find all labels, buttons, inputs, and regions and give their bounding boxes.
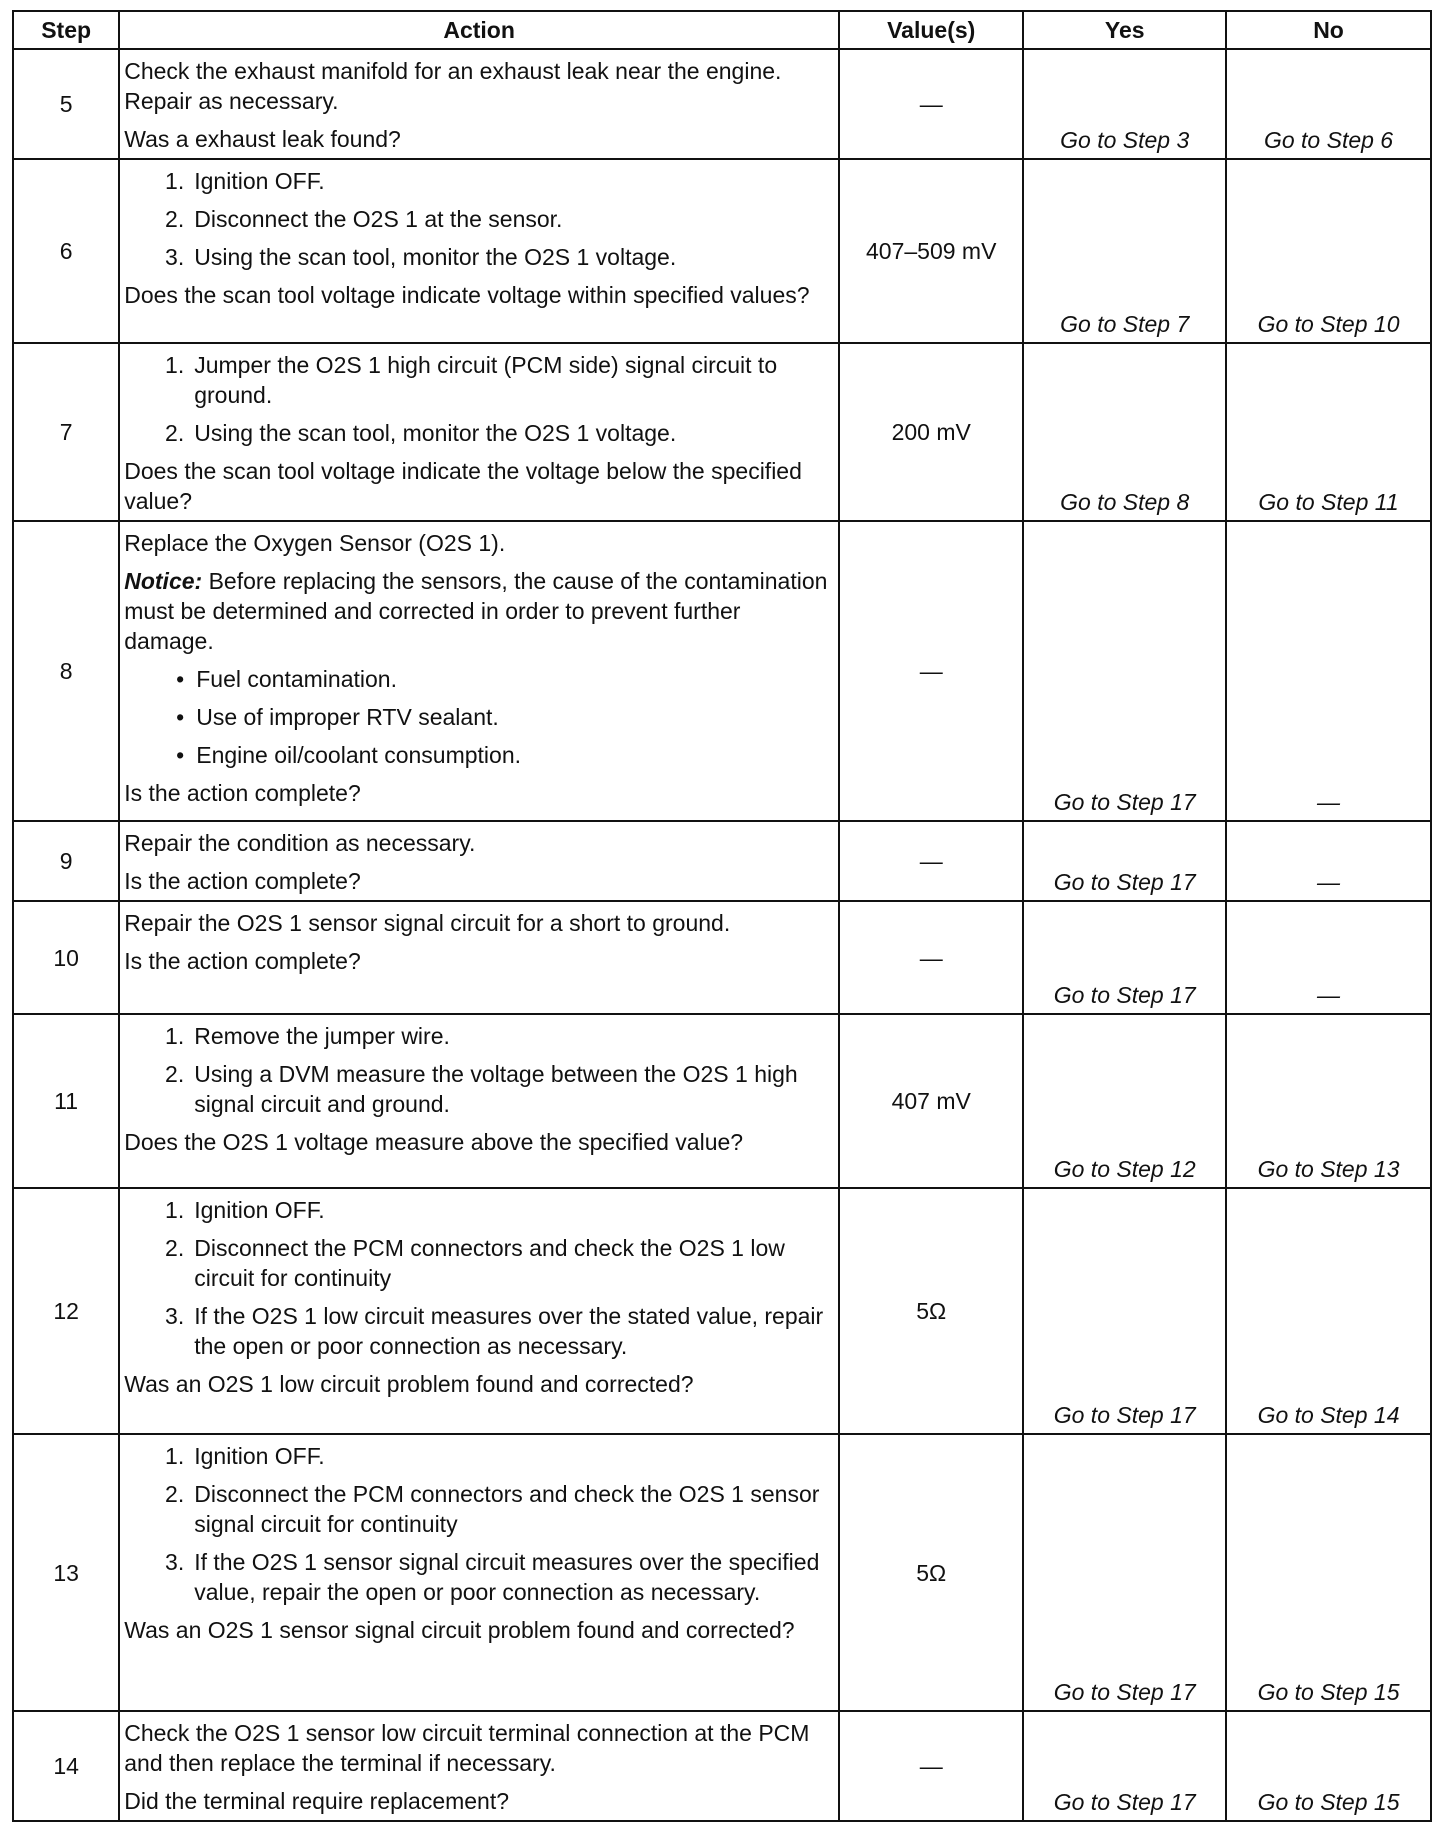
numbered-item: 2. Disconnect the PCM connectors and check the O2S 1 sensor signal circuit for continuity <box>165 1481 820 1537</box>
step-number: 9 <box>13 821 119 901</box>
numbered-item: 1. Ignition OFF. <box>165 1443 325 1469</box>
value-cell: 5Ω <box>839 1434 1023 1711</box>
numbered-item: 1. Jumper the O2S 1 high circuit (PCM side) signal circuit to ground. <box>165 352 778 408</box>
no-cell: Go to Step 10 <box>1226 159 1431 343</box>
action-text: Replace the Oxygen Sensor (O2S 1). <box>124 530 506 556</box>
action-cell <box>119 159 839 343</box>
table-row <box>13 521 1431 821</box>
action-text: Repair the condition as necessary. <box>124 830 476 856</box>
yes-cell: Go to Step 17 <box>1023 1711 1226 1821</box>
action-question: Did the terminal require replacement? <box>124 1788 510 1814</box>
notice <box>124 566 832 656</box>
yes-cell: Go to Step 17 <box>1023 1434 1226 1711</box>
diagnostic-table <box>12 10 1432 1822</box>
action-question: Does the scan tool voltage indicate voltage within specified values? <box>124 282 810 308</box>
bullet-item: • Fuel contamination. <box>176 666 397 692</box>
step-number: 11 <box>13 1014 119 1188</box>
action-question: Was an O2S 1 sensor signal circuit problem found and corrected? <box>124 1617 795 1643</box>
action-cell <box>119 1434 839 1711</box>
numbered-item: 2. Disconnect the PCM connectors and check the O2S 1 low circuit for continuity <box>165 1235 785 1291</box>
value-cell: — <box>839 49 1023 159</box>
bullet-item: • Engine oil/coolant consumption. <box>176 742 521 768</box>
value-cell: — <box>839 1711 1023 1821</box>
action-cell <box>119 1711 839 1821</box>
header-yes: Yes <box>1023 11 1226 49</box>
yes-cell: Go to Step 17 <box>1023 901 1226 1014</box>
header-no: No <box>1226 11 1431 49</box>
step-number: 12 <box>13 1188 119 1434</box>
bullet-item: • Use of improper RTV sealant. <box>176 704 499 730</box>
action-cell <box>119 1188 839 1434</box>
yes-cell: Go to Step 7 <box>1023 159 1226 343</box>
no-cell: Go to Step 14 <box>1226 1188 1431 1434</box>
step-number: 7 <box>13 343 119 521</box>
numbered-item: 3. If the O2S 1 sensor signal circuit measures over the specified value, repair the open or poor connection as necessary. <box>165 1549 820 1605</box>
table-row <box>13 343 1431 521</box>
numbered-item: 1. Ignition OFF. <box>165 1197 325 1223</box>
numbered-item: 3. Using the scan tool, monitor the O2S 1 voltage. <box>165 244 677 270</box>
header-values: Value(s) <box>839 11 1023 49</box>
notice-text: Before replacing the sensors, the cause of the contamination must be determined and corrected in order to prevent further damage. <box>124 568 828 654</box>
step-number: 10 <box>13 901 119 1014</box>
numbered-item: 3. If the O2S 1 low circuit measures over the stated value, repair the open or poor connection as necessary. <box>165 1303 824 1359</box>
action-question: Is the action complete? <box>124 868 361 894</box>
no-cell: Go to Step 15 <box>1226 1434 1431 1711</box>
numbered-item: 2. Using the scan tool, monitor the O2S 1 voltage. <box>165 420 677 446</box>
numbered-item: 1. Ignition OFF. <box>165 168 325 194</box>
action-question: Was a exhaust leak found? <box>124 126 401 152</box>
step-number: 13 <box>13 1434 119 1711</box>
action-question: Is the action complete? <box>124 780 361 806</box>
value-cell: 5Ω <box>839 1188 1023 1434</box>
table-row <box>13 49 1431 159</box>
action-cell <box>119 1014 839 1188</box>
yes-cell: Go to Step 12 <box>1023 1014 1226 1188</box>
action-cell <box>119 901 839 1014</box>
action-cell <box>119 521 839 821</box>
step-number: 14 <box>13 1711 119 1821</box>
value-cell: 407 mV <box>839 1014 1023 1188</box>
table-row <box>13 901 1431 1014</box>
value-cell: — <box>839 901 1023 1014</box>
action-cell <box>119 49 839 159</box>
value-cell: — <box>839 821 1023 901</box>
action-cell <box>119 821 839 901</box>
value-cell: 407–509 mV <box>839 159 1023 343</box>
notice-label: Notice: <box>124 568 203 594</box>
numbered-item: 2. Disconnect the O2S 1 at the sensor. <box>165 206 563 232</box>
numbered-item: 2. Using a DVM measure the voltage between the O2S 1 high signal circuit and ground. <box>165 1061 798 1117</box>
numbered-item: 1. Remove the jumper wire. <box>165 1023 450 1049</box>
action-text: Check the exhaust manifold for an exhaust leak near the engine. Repair as necessary. <box>124 58 782 114</box>
action-question: Is the action complete? <box>124 948 361 974</box>
yes-cell: Go to Step 17 <box>1023 821 1226 901</box>
value-cell: — <box>839 521 1023 821</box>
table-row <box>13 1188 1431 1434</box>
action-text: Check the O2S 1 sensor low circuit terminal connection at the PCM and then replace the terminal if necessary. <box>124 1720 810 1776</box>
action-text: Repair the O2S 1 sensor signal circuit for a short to ground. <box>124 910 731 936</box>
table-row <box>13 159 1431 343</box>
header-step: Step <box>13 11 119 49</box>
value-cell: 200 mV <box>839 343 1023 521</box>
table-row <box>13 1014 1431 1188</box>
table-header-row <box>13 11 1431 49</box>
table-row <box>13 821 1431 901</box>
action-question: Was an O2S 1 low circuit problem found and corrected? <box>124 1371 694 1397</box>
no-cell: — <box>1226 821 1431 901</box>
step-number: 8 <box>13 521 119 821</box>
no-cell: — <box>1226 901 1431 1014</box>
table-row <box>13 1711 1431 1821</box>
yes-cell: Go to Step 3 <box>1023 49 1226 159</box>
action-question: Does the scan tool voltage indicate the voltage below the specified value? <box>124 458 802 514</box>
header-action: Action <box>119 11 839 49</box>
table-row <box>13 1434 1431 1711</box>
no-cell: Go to Step 6 <box>1226 49 1431 159</box>
yes-cell: Go to Step 17 <box>1023 521 1226 821</box>
yes-cell: Go to Step 8 <box>1023 343 1226 521</box>
action-cell <box>119 343 839 521</box>
step-number: 5 <box>13 49 119 159</box>
no-cell: Go to Step 15 <box>1226 1711 1431 1821</box>
yes-cell: Go to Step 17 <box>1023 1188 1226 1434</box>
no-cell: — <box>1226 521 1431 821</box>
no-cell: Go to Step 11 <box>1226 343 1431 521</box>
step-number: 6 <box>13 159 119 343</box>
no-cell: Go to Step 13 <box>1226 1014 1431 1188</box>
action-question: Does the O2S 1 voltage measure above the specified value? <box>124 1129 744 1155</box>
